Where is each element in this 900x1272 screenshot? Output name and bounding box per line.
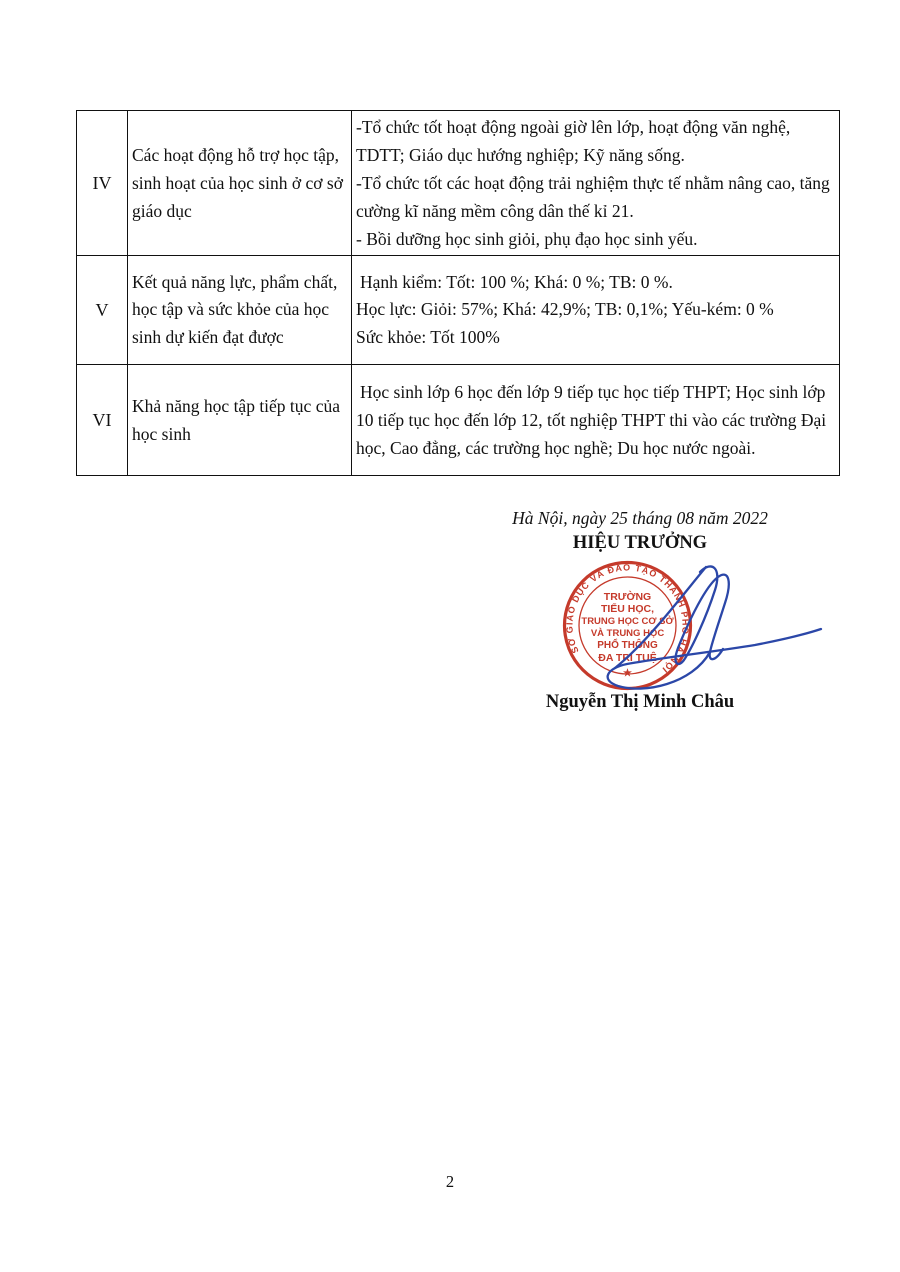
detail-line: Sức khỏe: Tốt 100% xyxy=(356,326,500,347)
stamp-center-line: TRƯỜNG xyxy=(603,591,652,603)
signer-name: Nguyễn Thị Minh Châu xyxy=(545,692,735,712)
detail-line: Học sinh lớp 6 học đến lớp 9 tiếp tục học tiếp THPT; Học sinh lớp 10 tiếp tục học đến lớp 12, tốt nghiệp THPT thi vào các trường Đại học, Cao đẳng, các trường học nghề; Du học nước ngoài. xyxy=(356,382,827,458)
stamp-center-line: ĐA TRÍ TUỆ xyxy=(598,652,657,664)
report-table xyxy=(76,110,840,476)
detail-line: - Bồi dưỡng học sinh giỏi, phụ đạo học sinh yếu. xyxy=(356,229,698,249)
row-details xyxy=(352,256,840,365)
stamp-center-line: VÀ TRUNG HỌC xyxy=(590,628,665,639)
page-number: 2 xyxy=(445,1172,455,1191)
row-category: Khả năng học tập tiếp tục của học sinh xyxy=(128,365,352,476)
row-details xyxy=(352,365,840,476)
stamp-center-line: TRUNG HỌC CƠ SỞ xyxy=(581,616,674,627)
detail-line: -Tổ chức tốt các hoạt động trải nghiệm thực tế nhằm nâng cao, tăng cường kĩ năng mềm công dân thế kỉ 21. xyxy=(356,173,830,221)
row-category: Các hoạt động hỗ trợ học tập, sinh hoạt của học sinh ở cơ sở giáo dục xyxy=(128,111,352,256)
row-details xyxy=(352,111,840,256)
table-row xyxy=(77,365,840,476)
row-number: VI xyxy=(77,365,128,476)
table-row xyxy=(77,256,840,365)
handwritten-signature xyxy=(585,552,830,692)
row-number: IV xyxy=(77,111,128,256)
row-category: Kết quả năng lực, phẩm chất, học tập và sức khỏe của học sinh dự kiến đạt được xyxy=(128,256,352,365)
stamp-star-icon: ★ xyxy=(623,668,632,679)
detail-line: -Tổ chức tốt hoạt động ngoài giờ lên lớp, hoạt động văn nghệ, TDTT; Giáo dục hướng nghiệp; Kỹ năng sống. xyxy=(356,117,791,165)
stamp-center-line: TIỂU HỌC, xyxy=(600,603,655,615)
stamp-ring-text: SỞ GIÁO DỤC VÀ ĐÀO TẠO THÀNH PHỐ HÀ NỘI xyxy=(564,562,691,676)
signature-icon xyxy=(585,552,830,692)
signer-title: HIỆU TRƯỞNG xyxy=(572,533,708,553)
detail-line: Học lực: Giỏi: 57%; Khá: 42,9%; TB: 0,1%; Yếu-kém: 0 % xyxy=(356,299,774,320)
stamp-center-line: PHỔ THÔNG xyxy=(597,640,658,651)
detail-line: Hạnh kiểm: Tốt: 100 %; Khá: 0 %; TB: 0 %. xyxy=(360,271,673,292)
table-row xyxy=(77,111,840,256)
place-date: Hà Nội, ngày 25 tháng 08 năm 2022 xyxy=(512,508,768,528)
row-number: V xyxy=(77,256,128,365)
